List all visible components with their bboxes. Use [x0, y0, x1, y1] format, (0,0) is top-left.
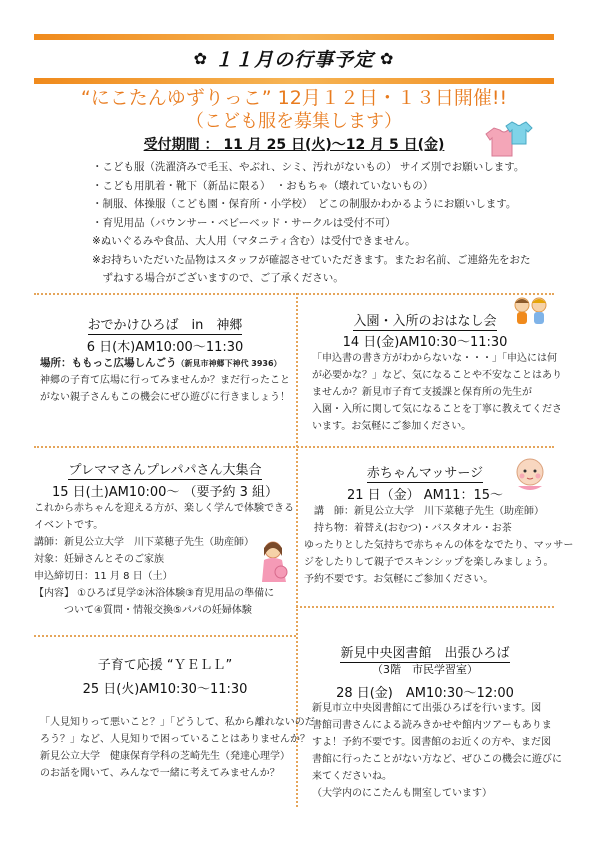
- body-line: 予約不要です。お気軽にご参加ください。: [304, 574, 494, 585]
- section-subtitle-library: （3階 市民学習室）: [372, 663, 478, 676]
- pregnant-woman-icon: [256, 540, 290, 584]
- body-line: 新見公立大学 健康保育学科の芝崎先生（発達心理学）: [40, 751, 290, 762]
- body-line: ませんか？新見市子育て支援課と保育所の先生が: [312, 387, 532, 398]
- section-title-library: 新見中央図書館 出張ひろば: [340, 646, 510, 661]
- divider: [296, 293, 298, 807]
- section-date-massage: 21 日（金） AM11：15～: [346, 488, 503, 503]
- event-period: 受付期間 ： 11 月 25 日(火)～12 月 5 日(金): [143, 137, 445, 153]
- body-line: （大学内のにこたんも開室しています）: [312, 788, 492, 799]
- body-line: 入園・入所に関して気になることを丁寧に教えてくださ: [312, 404, 562, 415]
- section-title-odekake: おでかけひろば in 神郷: [87, 318, 243, 333]
- place-address: （新見市神郷下神代 3936）: [176, 359, 282, 368]
- body-line: これから赤ちゃんを迎える方が、楽しく学んで体験できる: [34, 503, 294, 514]
- body-line: 対象：妊婦さんとそのご家族: [34, 554, 164, 565]
- section-date-premama: 15 日(土)AM10:00～ （要予約 3 組）: [51, 485, 279, 500]
- section-body-yell: [40, 714, 315, 782]
- note-line: ※ぬいぐるみや食品、大人用（マタニティ含む）は受付できません。: [92, 235, 416, 247]
- body-line: 「申込書の書き方がわからないな・・・」「申込には何: [312, 353, 557, 364]
- body-line: います。お気軽にご参加ください。: [312, 421, 472, 432]
- body-line: 書館司書さんによる読みきかせや館内ツアーもありま: [312, 720, 552, 731]
- event-subhead: （こども服を募集します）: [186, 111, 402, 132]
- clothes-icon: [478, 118, 538, 162]
- body-line: 新見市立中央図書館にて出張ひろばを行います。図: [312, 703, 542, 714]
- event-headline: “にこたんゆずりっこ” 12月１２日・１３日開催!!: [80, 87, 508, 109]
- body-line: ろう？」など、人見知りで困っていることはありませんか？: [40, 734, 310, 745]
- section-title-nyuen: 入園・入所のおはなし会: [353, 314, 497, 329]
- body-line: 【内容】 ①ひろば見学②沐浴体験③育児用品の準備に: [34, 588, 275, 599]
- section-body-nyuen: [312, 350, 562, 435]
- body-line: 「人見知りって悪いこと？」「どうして、私から離れないのだ: [40, 717, 315, 728]
- section-title-premama: プレママさんプレパパさん大集合: [68, 463, 262, 478]
- note-line: ・制服、体操服（こども園・保育所・小学校） どこの制服かわかるようにお願いします。: [92, 198, 517, 210]
- divider: [296, 606, 554, 608]
- divider: [34, 635, 296, 637]
- section-title-massage: 赤ちゃんマッサージ: [366, 466, 484, 481]
- section-body-massage: [304, 503, 574, 588]
- body-line: ジをしたりして親子でスキンシップを楽しみましょう。: [304, 557, 554, 568]
- note-line: ・こども用肌着・靴下（新品に限る） ・おもちゃ（壊れていないもの）: [92, 179, 434, 192]
- note-line: ※お持ちいただいた品物はスタッフが確認させていただきます。またお名前、ご連絡先をおた: [92, 253, 531, 266]
- section-date-yell: 25 日(火)AM10:30～11:30: [82, 682, 248, 697]
- body-line: すよ！予約不要です。図書館のお近くの方や、まだ図: [312, 737, 551, 748]
- event-notes: [92, 158, 531, 288]
- section-body-odekake: [40, 355, 296, 406]
- flower-icon: ✿: [380, 48, 395, 68]
- body-line: が必要かな？」など、気になることや不安なことはあり: [312, 370, 562, 381]
- body-line: のお話を聞いて、みんなで一緒に考えてみませんか？: [40, 768, 280, 779]
- body-line: 神郷の子育て広場に行ってみませんか？まだ行ったこと: [40, 375, 290, 386]
- body-line: ついて④質問・情報交換⑤パパの妊婦体験: [34, 605, 252, 616]
- body-line: がない親子さんもこの機会にぜひ遊びに行きましょう！: [40, 392, 290, 403]
- body-line: 来てくださいね。: [312, 771, 392, 782]
- section-date-odekake: 6 日(木)AM10:00～11:30: [86, 340, 244, 355]
- divider: [34, 293, 554, 295]
- header-bar-top: [34, 34, 554, 40]
- section-date-library: 28 日(金) AM10:30～12:00: [336, 686, 514, 701]
- body-line: 申込締切日：11 月 8 日（土）: [34, 571, 173, 582]
- body-line: 書館に行ったことがない方など、ぜひこの機会に遊びに: [312, 754, 562, 765]
- note-line: ・育児用品（バウンサー・ベビーベッド・サークルは受付不可）: [92, 216, 396, 229]
- note-line: ・こども服（洗濯済みで毛玉、やぶれ、シミ、汚れがないもの） サイズ別でお願いします。: [92, 161, 525, 173]
- body-line: イベントです。: [34, 520, 104, 531]
- header-bar-bottom: [34, 78, 554, 84]
- note-line: ずねする場合がございますので、ご了承ください。: [92, 272, 344, 284]
- divider: [34, 446, 554, 448]
- place-label: 場所：ももっこ広場しんごう: [40, 357, 177, 369]
- section-body-library: [312, 700, 562, 802]
- body-line: ゆったりとした気持ちで赤ちゃんの体をなでたり、マッサー: [304, 540, 574, 551]
- section-date-nyuen: 14 日(金)AM10:30～11:30: [342, 335, 508, 350]
- section-title-yell: 子育て応援 “ＹＥＬＬ”: [97, 658, 233, 673]
- page-title-text: １１月の行事予定: [213, 48, 374, 71]
- body-line: 持ち物：着替え(おむつ)・バスタオル・お茶: [304, 523, 512, 534]
- page-title: [34, 43, 554, 73]
- flower-icon: ✿: [193, 48, 208, 68]
- body-line: 講 師：新見公立大学 川下菜穂子先生（助産師）: [304, 506, 544, 517]
- body-line: 講師：新見公立大学 川下菜穂子先生（助産師）: [34, 537, 254, 548]
